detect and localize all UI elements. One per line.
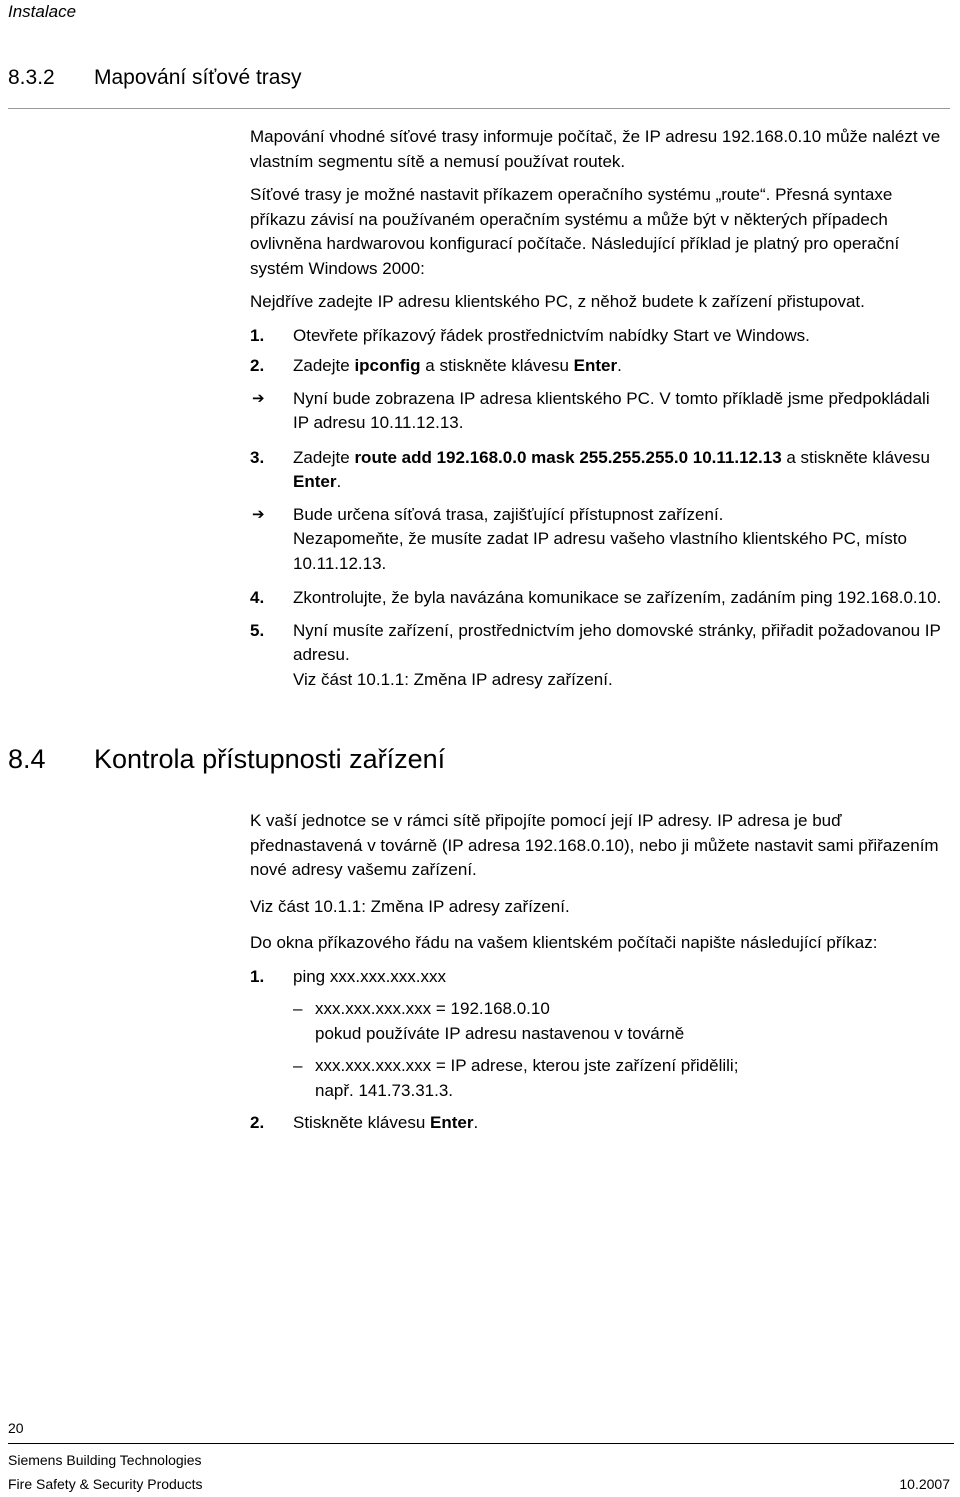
section-heading-8-3-2	[8, 66, 950, 109]
paragraph: K vaší jednotce se v rámci sítě připojíte pomocí její IP adresy. IP adresa je buď přednastavená v továrně (IP adresa 192.168.0.10), nebo ji můžete nastavit sami přiřazením nové adresy vašemu zařízení.	[250, 811, 939, 879]
footer-date: 10.2007	[899, 1476, 950, 1492]
key-enter: Enter	[430, 1113, 474, 1132]
section-title: Kontrola přístupnosti zařízení	[94, 744, 446, 774]
key-enter: Enter	[293, 472, 337, 491]
section-heading-8-4	[8, 744, 950, 775]
result-route	[250, 503, 950, 577]
footer-division: Fire Safety & Security Products	[8, 1476, 203, 1492]
step-text: Zadejte route add 192.168.0.0 mask 255.255.255.0 10.11.12.13 a stiskněte klávesu Enter.	[293, 447, 931, 491]
dash-item: – xxx.xxx.xxx.xxx = 192.168.0.10 pokud používáte IP adresu nastavenou v továrně	[293, 997, 950, 1046]
running-header-title: Instalace	[8, 2, 77, 21]
command-ipconfig: ipconfig	[354, 356, 421, 375]
command-route-add: route add 192.168.0.0 mask 255.255.255.0 10.11.12.13	[354, 447, 782, 467]
step-3	[250, 446, 950, 495]
result-text: Bude určena síťová trasa, zajišťující přístupnost zařízení. Nezapomeňte, že musíte zadat IP adresu vašeho vlastního klientského PC, místo 10.11.12.13.	[293, 504, 907, 573]
step-number: 4.	[250, 588, 265, 607]
paragraph: Síťové trasy je možné nastavit příkazem operačního systému „route“. Přesná syntaxe příkazu závisí na používaném operačním systému a může být v některých případech ovlivněna hardwarovou konfigurací počítače. Následující příklad je platný pro operační systém Windows 2000:	[250, 185, 900, 278]
dash-item: – xxx.xxx.xxx.xxx = IP adrese, kterou jste zařízení přidělili; např. 141.73.31.3.	[293, 1054, 950, 1103]
step-number: 1.	[250, 966, 265, 986]
step-5	[250, 619, 950, 693]
paragraph: Mapování vhodné síťové trasy informuje počítač, že IP adresu 192.168.0.10 může nalézt ve vlastním segmentu sítě a nemusí používat routek.	[250, 127, 941, 171]
section-8-3-2-body	[250, 125, 950, 698]
step-number: 5.	[250, 620, 265, 640]
step-4	[250, 586, 950, 611]
section-number: 8.3.2	[8, 66, 55, 89]
paragraph: Do okna příkazového řádu na vašem klientském počítači napište následující příkaz:	[250, 933, 878, 952]
step-text: Zkontrolujte, že byla navázána komunikace se zařízením, zadáním ping 192.168.0.10.	[293, 588, 942, 607]
step-2	[250, 354, 950, 379]
paragraph: Nejdříve zadejte IP adresu klientského PC, z něhož budete k zařízení přistupovat.	[250, 292, 865, 311]
result-ipconfig	[250, 387, 950, 436]
section-8-4-body	[250, 809, 950, 1142]
step-number: 3.	[250, 447, 265, 467]
check-step-1	[250, 965, 950, 990]
result-text: Nyní bude zobrazena IP adresa klientského PC. V tomto příkladě jsme předpokládali IP adresu 10.11.12.13.	[293, 388, 930, 432]
arrow-right-icon: ➔	[252, 505, 265, 523]
step-text: Nyní musíte zařízení, prostřednictvím jeho domovské stránky, přiřadit požadovanou IP adresu. Viz část 10.1.1: Změna IP adresy zařízení.	[293, 620, 941, 689]
step-1	[250, 324, 950, 349]
arrow-right-icon: ➔	[252, 389, 265, 407]
footer-divider	[8, 1443, 954, 1444]
step-text: ping xxx.xxx.xxx.xxx	[293, 966, 447, 986]
step-text: Stiskněte klávesu Enter.	[293, 1113, 479, 1132]
step-number: 2.	[250, 356, 265, 375]
section-title: Mapování síťové trasy	[94, 66, 302, 89]
dash-marker: –	[293, 999, 303, 1018]
footer-company: Siemens Building Technologies	[8, 1452, 202, 1468]
dash-marker: –	[293, 1056, 303, 1075]
step-number: 1.	[250, 325, 265, 345]
step-text: Zadejte ipconfig a stiskněte klávesu Enter.	[293, 356, 622, 375]
paragraph: Viz část 10.1.1: Změna IP adresy zařízení.	[250, 896, 570, 916]
section-number: 8.4	[8, 744, 46, 774]
step-number: 2.	[250, 1113, 265, 1132]
page-number: 20	[8, 1420, 24, 1436]
step-text: Otevřete příkazový řádek prostřednictvím nabídky Start ve Windows.	[293, 325, 810, 345]
key-enter: Enter	[573, 356, 618, 375]
check-step-2	[250, 1111, 950, 1136]
